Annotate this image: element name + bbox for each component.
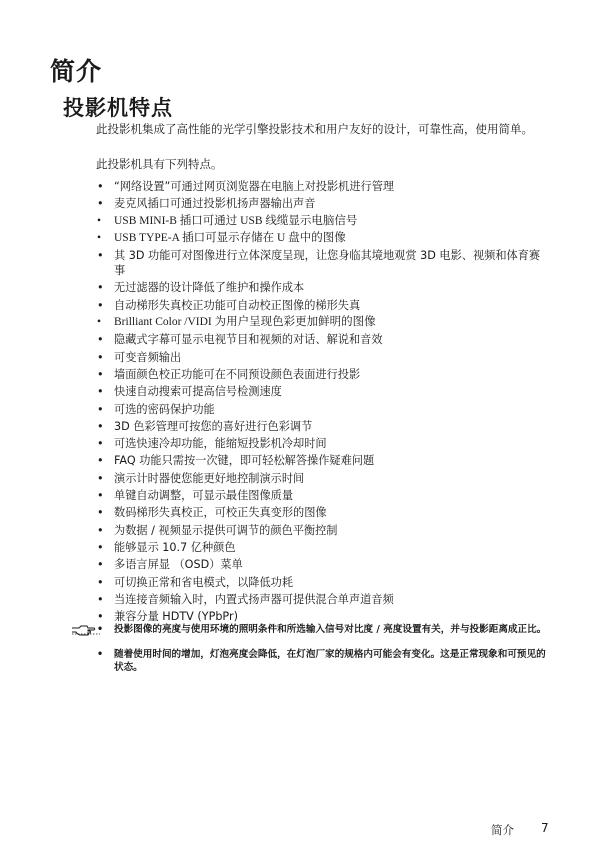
feature-item: • 单键自动调整，可显示最佳图像质量 xyxy=(96,488,548,503)
feature-item: • “网络设置”可通过网页浏览器在电脑上对投影机进行管理 xyxy=(96,179,548,194)
feature-item: • 自动梯形失真校正功能可自动校正图像的梯形失真 xyxy=(96,298,548,313)
feature-item: • 墙面颜色校正功能可在不同预设颜色表面进行投影 xyxy=(96,367,548,382)
feature-list xyxy=(96,179,548,626)
note-item: • 投影图像的亮度与使用环境的照明条件和所选输入信号对比度 / 亮度设置有关，并与投影距离成正比。 xyxy=(96,623,552,637)
feature-item: • 无过滤器的设计降低了维护和操作成本 xyxy=(96,280,548,295)
subsection-title: 投影机特点 xyxy=(63,96,173,120)
feature-item: • 可切换正常和省电模式，以降低功耗 xyxy=(96,575,548,590)
section-title: 简介 xyxy=(50,57,103,86)
feature-item: • 3D 色彩管理可按您的喜好进行色彩调节 xyxy=(96,419,548,434)
feature-item: • 快速自动搜索可提高信号检测速度 xyxy=(96,384,548,399)
feature-item: • 数码梯形失真校正，可校正失真变形的图像 xyxy=(96,505,548,520)
feature-item: • USB MINI-B 插口可通过 USB 线缆显示电脑信号 xyxy=(96,214,548,229)
feature-item: • USB TYPE-A 插口可显示存储在 U 盘中的图像 xyxy=(96,231,548,246)
feature-item: • 当连接音频输入时，内置式扬声器可提供混合单声道音频 xyxy=(96,592,548,607)
feature-item: • 能够显示 10.7 亿种颜色 xyxy=(96,540,548,555)
feature-item: • FAQ 功能只需按一次键，即可轻松解答操作疑难问题 xyxy=(96,453,548,468)
note-item: • 随着使用时间的增加，灯泡亮度会降低，在灯泡厂家的规格内可能会有变化。这是正常现象和可预见的状态。 xyxy=(96,648,552,675)
feature-item: • 可选的密码保护功能 xyxy=(96,402,548,417)
feature-item: • 演示计时器使您能更好地控制演示时间 xyxy=(96,471,548,486)
feature-item: • 多语言屏显 （OSD）菜单 xyxy=(96,557,548,572)
notes-list xyxy=(96,623,552,686)
feature-item: • 麦克风插口可通过投影机扬声器输出声音 xyxy=(96,196,548,211)
feature-item: • 兼容分量 HDTV (YPbPr) xyxy=(96,609,548,624)
page-number: 7 xyxy=(541,821,549,835)
feature-item: • Brilliant Color /VIDI 为用户呈现色彩更加鲜明的图像 xyxy=(96,315,548,330)
features-lead-text: 此投影机具有下列特点。 xyxy=(96,157,223,171)
footer-section-label: 简介 xyxy=(491,823,514,837)
feature-item: • 可变音频输出 xyxy=(96,350,548,365)
feature-item: • 其 3D 功能可对图像进行立体深度呈现，让您身临其境地观赏 3D 电影、视频和体育赛事 xyxy=(96,248,548,278)
feature-item: • 隐藏式字幕可显示电视节目和视频的对话、解说和音效 xyxy=(96,332,548,347)
feature-item: • 可选快速冷却功能，能缩短投影机冷却时间 xyxy=(96,436,548,451)
intro-paragraph: 此投影机集成了高性能的光学引擎投影技术和用户友好的设计，可靠性高，使用简单。 xyxy=(96,122,533,136)
feature-item: • 为数据 / 视频显示提供可调节的颜色平衡控制 xyxy=(96,523,548,538)
